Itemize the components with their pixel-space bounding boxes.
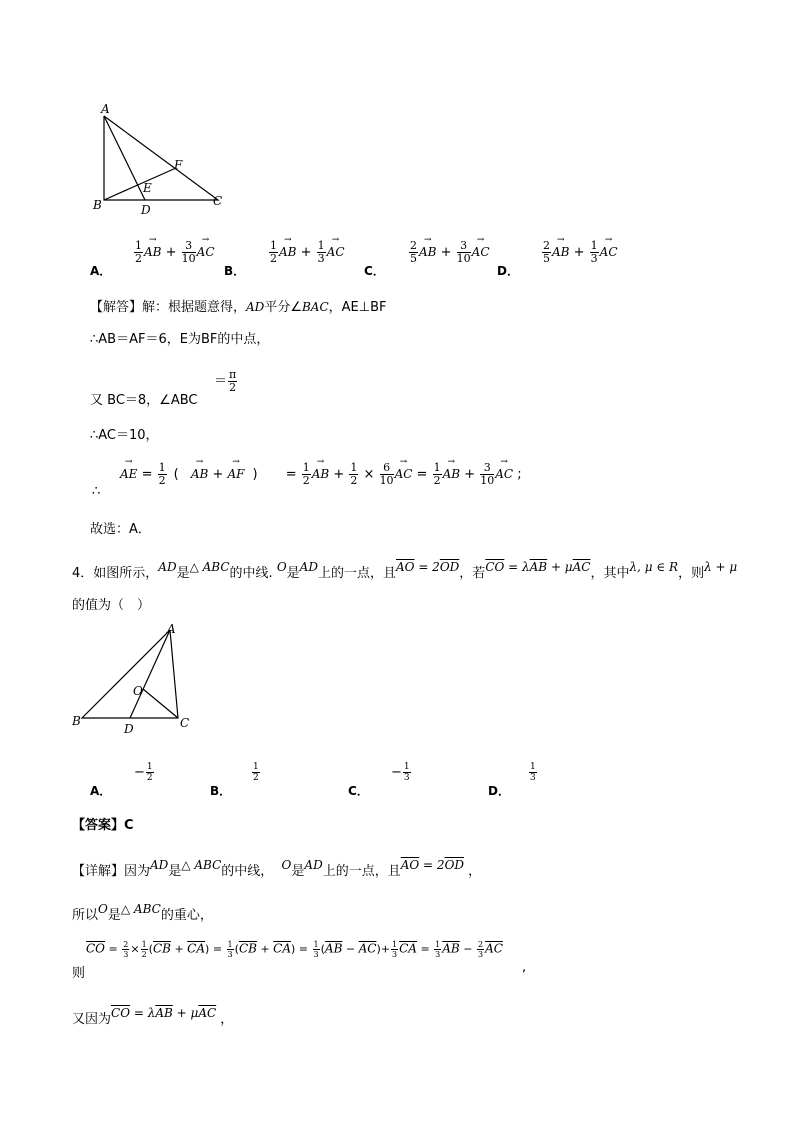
q3-option-c-label: C．	[364, 264, 385, 278]
q4-triangle: △ ABC	[189, 560, 230, 574]
q3-option-b-expr: $\frac{1}{2}$ → AB + $\frac{1}{3}$ → AC	[268, 240, 345, 265]
q4-option-c-value: − $\frac{1}{3}$	[391, 762, 410, 783]
q4-label-o: O	[133, 684, 143, 698]
q4-option-b-value: $\frac{1}{2}$	[253, 762, 259, 783]
q4-centroid-equation: $\overline{CO}$ = $\frac{2}{3}$ × $\frac{1}{2}$ $(\overline{CB} + \overline{CA})$ = $\frac{1}{3}$ $(\overline{CB} + \overline{CA})$ = $\frac{1}{3}$ $(\overline{AB} - \overline{AC})+$ $\frac{1}{3}$ $\overline{CA}$ = $\frac{1}{3}$ $\overline{AB}$ − $\frac{2}{3}$ $\overline{AC}$	[86, 940, 503, 959]
therefore-symbol: ∴	[92, 484, 101, 499]
q4-option-b-label: B．	[210, 784, 232, 798]
q4-is: 是	[176, 566, 190, 581]
q4-lambda-mu: λ, μ ∈ R	[629, 560, 679, 574]
q3-option-a-label: A．	[90, 264, 112, 278]
detail-o2: O	[98, 902, 108, 916]
q3-solution-line2: ∴AB＝AF＝6，E为BF的中点，	[90, 332, 270, 347]
q3-label-b: B	[93, 198, 102, 212]
q4-option-c-label: C．	[348, 784, 369, 798]
perp-text: ，AE⊥BF	[328, 300, 387, 315]
detail-ad: AD	[150, 858, 169, 872]
q4-then: ，则	[678, 566, 705, 581]
detail-tri: △ ABC	[181, 858, 222, 872]
q4-median: 的中线.	[229, 566, 273, 581]
q4-detail-line1: 【详解】因为AD是△ ABC的中线， O是AD上的一点，且$\overline{AO} = 2\overline{OD}$ ，	[72, 858, 482, 879]
q3-option-b-label: B．	[224, 264, 246, 278]
q4-o: O	[276, 560, 287, 574]
detail-median: 的中线，	[221, 864, 274, 879]
q4-is2: 是	[286, 566, 300, 581]
q4-if: ，若	[459, 566, 486, 581]
detail-lead: 【详解】因为	[72, 864, 151, 879]
q3-label-c: C	[213, 194, 223, 208]
answer-label: 【解答】解：根据题意得，	[90, 300, 247, 315]
q4-label-d: D	[124, 722, 134, 736]
q4-detail-again: 又因为$\overline{CO} = \lambda\overline{AB} + \mu\overline{AC}$ ，	[72, 1006, 234, 1027]
q4-ad-2: AD	[299, 560, 318, 574]
pi-over-two: ＝ $\frac{\pi}{2}$	[214, 368, 237, 394]
q3-select: 故选：A．	[90, 522, 151, 537]
detail-is-point: 上的一点，且	[322, 864, 401, 879]
q3-label-e: E	[143, 181, 152, 195]
q3-label-a: A	[101, 102, 110, 116]
q3-solution-line4: ∴AC＝10，	[90, 428, 159, 443]
detail-again: 又因为	[72, 1012, 112, 1027]
q3-solution-line3: 又 BC＝8，∠ABC	[90, 393, 198, 408]
q3-vector-derivation: → AE = $\frac{1}{2}$ ( → AB + → AF ) = $\frac{1}{2}$ → AB + $\frac{1}{2}$ × $\frac{6}{10}$ → AC = $\frac{1}{2}$ → AB + $\frac{3}{10}$ → AC ;	[120, 462, 522, 487]
detail-is: 是	[168, 864, 182, 879]
q4-answer: 【答案】C	[72, 818, 134, 833]
q4-where: ，其中	[590, 566, 630, 581]
q4-lambda-plus-mu: λ + μ	[704, 560, 738, 574]
angle-bac: BAC	[301, 300, 329, 314]
detail-ad2: AD	[304, 858, 323, 872]
ad-segment: AD	[246, 300, 265, 314]
q4-comma: ,	[522, 960, 527, 975]
q4-option-d-value: $\frac{1}{3}$	[530, 762, 536, 783]
q4-question-line1: 4．如图所示，AD是△ ABC的中线. O是AD上的一点，且$\overline{AO} = 2\overline{OD}$，若$\overline{CO} = \lambda\overline{AB} + \mu\overline{AC}$，其中λ, μ ∈ R，则λ + μ	[72, 560, 738, 581]
q4-label-c: C	[180, 716, 190, 730]
detail-tri2: △ ABC	[120, 902, 161, 916]
detail-centroid: 的重心，	[160, 908, 213, 923]
q3-option-c-expr: $\frac{2}{5}$ → AB + $\frac{3}{10}$ → AC	[408, 240, 490, 265]
bisect-text: 平分∠	[264, 300, 302, 315]
detail-o: O	[281, 858, 292, 872]
q3-solution-line1	[90, 296, 386, 315]
q4-number: 4．如图所示，	[72, 566, 159, 581]
q4-on-ad: 上的一点，且	[317, 566, 396, 581]
q4-option-a-value: − $\frac{1}{2}$	[134, 762, 153, 783]
detail-is2: 是	[291, 864, 305, 879]
q3-label-f: F	[174, 158, 183, 172]
q3-option-a-expr: $\frac{1}{2}$ → AB + $\frac{3}{10}$ → AC	[133, 240, 215, 265]
q4-label-a: A	[167, 622, 176, 636]
q3-option-d-expr: $\frac{2}{5}$ → AB + $\frac{1}{3}$ → AC	[541, 240, 618, 265]
detail-so: 所以	[72, 908, 99, 923]
q4-option-a-label: A．	[90, 784, 112, 798]
q4-question-line2: 的值为（ ）	[72, 598, 151, 613]
q3-label-d: D	[141, 203, 151, 217]
q4-label-b: B	[72, 714, 81, 728]
q4-detail-line2	[72, 904, 213, 923]
q4-then-label: 则	[72, 966, 86, 981]
q4-ad: AD	[158, 560, 177, 574]
q4-option-d-label: D．	[488, 784, 510, 798]
detail-is3: 是	[107, 908, 121, 923]
q3-option-d-label: D．	[497, 264, 519, 278]
